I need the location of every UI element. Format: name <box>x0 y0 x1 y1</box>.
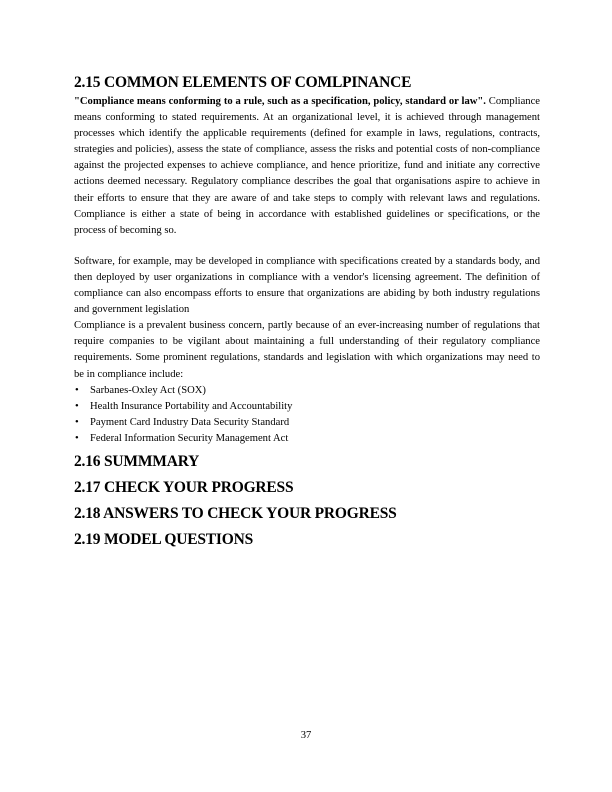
paragraph-software-example: Software, for example, may be developed in compliance with specifications created by a standards body, and then deployed by user organizations in compliance with a vendor's licensing agreement. The definition of compliance can also encompass efforts to ensure that organizations are abiding by both industry regulations and government legislation <box>74 255 540 316</box>
regulations-list <box>74 383 540 447</box>
list-item <box>74 415 540 431</box>
list-item <box>74 383 540 399</box>
definition-quote: "Compliance means conforming to a rule, such as a specification, policy, standard or law". <box>74 96 486 107</box>
paragraph-gap <box>74 239 540 254</box>
list-item <box>74 431 540 447</box>
list-item-text: Payment Card Industry Data Security Standard <box>90 416 290 428</box>
section-heading-2-17: 2.17 CHECK YOUR PROGRESS <box>74 478 294 496</box>
section-headings <box>74 453 540 549</box>
section-heading-2-18: 2.18 ANSWERS TO CHECK YOUR PROGRESS <box>74 504 397 522</box>
section-heading-2-15: 2.15 COMMON ELEMENTS OF COMLPINANCE <box>74 74 412 91</box>
page-number: 37 <box>300 730 312 741</box>
section-heading-2-16: 2.16 SUMMMARY <box>74 452 200 470</box>
section-heading-2-19: 2.19 MODEL QUESTIONS <box>74 530 254 548</box>
bullet-icon: • <box>75 400 79 412</box>
document-page <box>74 74 540 557</box>
list-item-text: Federal Information Security Management Act <box>90 432 289 444</box>
paragraph-compliance-definition <box>74 94 540 239</box>
bullet-icon: • <box>75 384 79 396</box>
list-item-text: Health Insurance Portability and Accountability <box>90 400 293 412</box>
list-item <box>74 399 540 415</box>
bullet-icon: • <box>75 432 79 444</box>
paragraph-business-concern: Compliance is a prevalent business concern, partly because of an ever-increasing number of regulations that require companies to be vigilant about maintaining a full understanding of their regulatory compliance requirements. Some prominent regulations, standards and legislation with which organizations may need to be in compliance include: <box>74 320 540 380</box>
bullet-icon: • <box>75 416 79 428</box>
list-item-text: Sarbanes-Oxley Act (SOX) <box>90 384 206 396</box>
paragraph-compliance-definition-text: Compliance means conforming to stated requirements. At an organizational level, it is achieved through management processes which identify the applicable requirements (defined for example in laws, regulations, contracts, strategies and policies), assess the state of compliance, assess the risks and potential costs of non-compliance against the projected expenses to achieve compliance, and hence prioritize, fund and initiate any corrective actions deemed necessary. Regulatory compliance describes the goal that organisations aspire to achieve in their efforts to ensure that they are aware of and take steps to comply with relevant laws and regulations. Compliance is either a state of being in accordance with established guidelines or specifications, or the process of becoming so. <box>74 96 540 236</box>
